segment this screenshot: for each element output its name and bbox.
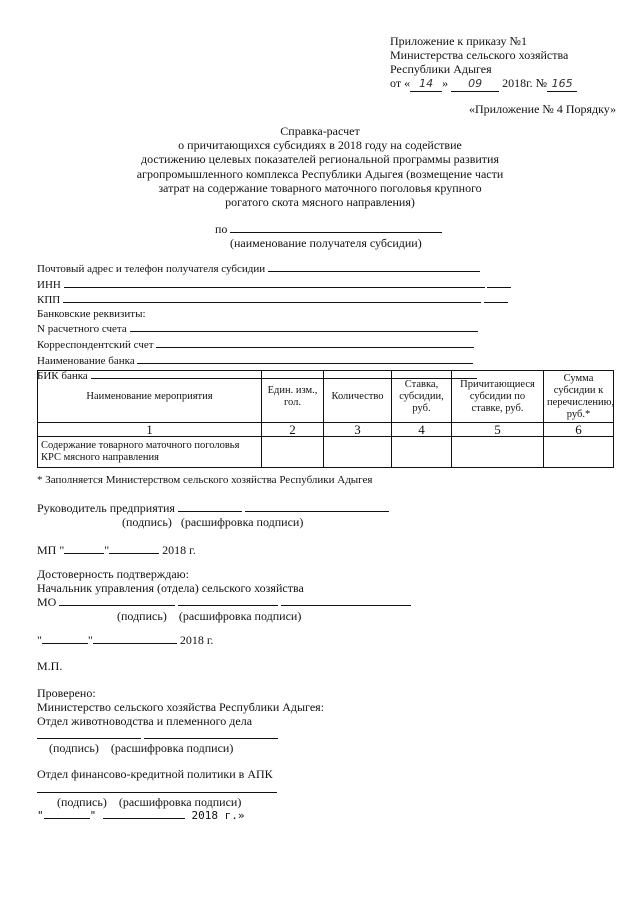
th-due: Причитающиеся субсидии по ставке, руб. xyxy=(452,371,544,423)
livestock-label: Отдел животноводства и племенного дела xyxy=(37,714,253,728)
mo-line xyxy=(37,595,411,609)
head-decode-caption: (расшифровка подписи) xyxy=(180,515,304,529)
row-rate xyxy=(392,437,452,468)
footnote: * Заполняется Министерством сельского хозяйства Республики Адыгея xyxy=(37,474,373,486)
date-prefix: от « xyxy=(390,76,411,90)
col-num-6: 6 xyxy=(544,423,614,437)
document-title xyxy=(0,124,640,209)
table-row xyxy=(38,437,614,468)
col-num-2: 2 xyxy=(262,423,324,437)
header-line-3: Республики Адыгея xyxy=(390,62,492,76)
finance-label: Отдел финансово-кредитной политики в АПК xyxy=(37,767,273,781)
header-line-2: Министерства сельского хозяйства xyxy=(390,48,569,62)
mp-2: М.П. xyxy=(37,659,63,673)
table-number-row xyxy=(38,423,614,437)
subsidy-table xyxy=(37,370,614,468)
req-bank-label: Банковские реквизиты: xyxy=(37,307,146,320)
title-line-6: рогатого скота мясного направления) xyxy=(225,195,415,210)
date-quote: » xyxy=(442,76,449,90)
col-num-3: 3 xyxy=(324,423,392,437)
req-address: Почтовый адрес и телефон получателя субсидии xyxy=(37,261,511,277)
req-bik: БИК банка xyxy=(37,368,511,384)
col-num-1: 1 xyxy=(38,423,262,437)
appendix-ref: «Приложение № 4 Порядку» xyxy=(469,102,617,116)
row-quantity xyxy=(324,437,392,468)
po-label: по xyxy=(215,222,228,236)
livestock-captions: (подпись) (расшифровка подписи) xyxy=(49,741,234,755)
checked-label: Проверено: xyxy=(37,686,96,700)
final-date-line: " " 2018 г.» xyxy=(37,809,245,822)
recipient-line xyxy=(215,222,442,236)
head-label: Руководитель предприятия xyxy=(37,501,175,515)
col-num-4: 4 xyxy=(392,423,452,437)
mp-date-line: МП " " 2018 г. xyxy=(37,543,196,557)
table-header-row xyxy=(38,371,614,423)
head-decode-blank xyxy=(245,501,389,512)
date-line-2: " " 2018 г. xyxy=(37,633,214,647)
mo-label: МО xyxy=(37,595,57,609)
col-num-5: 5 xyxy=(452,423,544,437)
handwritten-day: 14 xyxy=(410,77,442,92)
title-line-5: затрат на содержание товарного маточного поголовья крупного xyxy=(158,180,482,195)
req-corr-account: Корреспондентский счет xyxy=(37,337,511,353)
req-kpp: КПП xyxy=(37,292,511,308)
handwritten-month: 09 xyxy=(451,77,499,92)
title-line-3: достижению целевых показателей региональной программы развития xyxy=(140,152,499,167)
row-sum xyxy=(544,437,614,468)
th-rate: Ставка, субсидии, руб. xyxy=(392,371,452,423)
header-date-line xyxy=(390,76,577,92)
head-captions xyxy=(122,515,303,529)
th-quantity: Количество xyxy=(324,371,392,423)
row-name: Содержание товарного маточного поголовья КРС мясного направления xyxy=(38,437,262,468)
th-name: Наименование мероприятия xyxy=(38,371,262,423)
finance-blanks xyxy=(37,782,277,796)
ministry-label: Министерство сельского хозяйства Республики Адыгея: xyxy=(37,700,325,714)
dept-head-label: Начальник управления (отдела) сельского хозяйства xyxy=(37,581,304,595)
title-line-4: агропромышленного комплекса Республики Адыгея (возмещение части xyxy=(136,166,504,181)
req-inn: ИНН xyxy=(37,277,511,293)
row-due xyxy=(452,437,544,468)
head-sign-blank xyxy=(178,501,242,512)
mo-captions: (подпись) (расшифровка подписи) xyxy=(117,609,302,623)
title-line-2: о причитающихся субсидиях в 2018 году на содействие xyxy=(178,138,462,153)
recipient-blank xyxy=(230,222,442,233)
requisites-block xyxy=(37,261,511,384)
head-sign-caption: (подпись) xyxy=(122,515,172,529)
confirm-label: Достоверность подтверждаю: xyxy=(37,567,189,581)
title-line-1: Справка-расчет xyxy=(280,124,360,138)
final-year: 2018 г.» xyxy=(191,809,245,822)
date-year: 2018г. № xyxy=(502,76,548,90)
req-bank-name: Наименование банка xyxy=(37,353,511,369)
row-unit xyxy=(262,437,324,468)
mp-year: 2018 г. xyxy=(162,543,196,557)
recipient-caption: (наименование получателя субсидии) xyxy=(230,236,422,250)
finance-captions: (подпись) (расшифровка подписи) xyxy=(57,795,242,809)
head-line xyxy=(37,501,389,515)
req-account: N расчетного счета xyxy=(37,321,511,337)
header-line-1: Приложение к приказу №1 xyxy=(390,34,527,48)
th-sum: Сумма субсидии к перечислению, руб.* xyxy=(544,371,614,423)
handwritten-number: 165 xyxy=(547,77,577,92)
livestock-blanks xyxy=(37,728,278,742)
th-unit: Един. изм., гол. xyxy=(262,371,324,423)
